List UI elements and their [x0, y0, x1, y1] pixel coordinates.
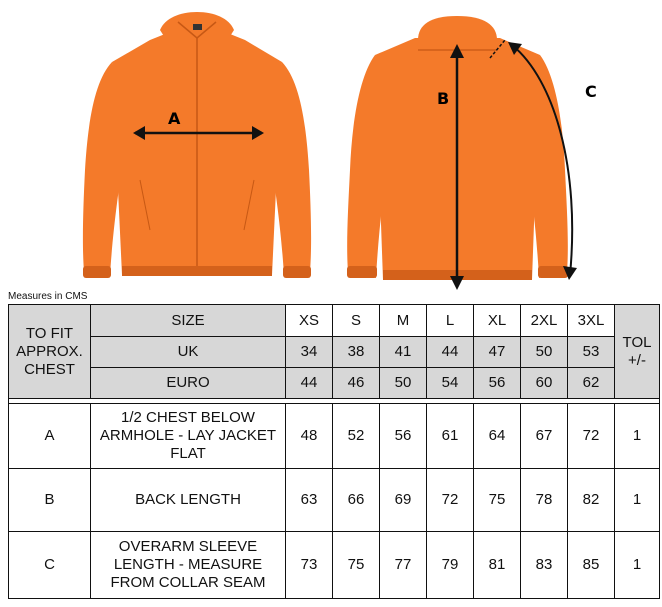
euro-cell: 56 — [474, 368, 521, 399]
measure-row-c — [9, 532, 660, 599]
measure-cell: 52 — [333, 404, 380, 469]
euro-cell: 62 — [568, 368, 615, 399]
size-cell: 3XL — [568, 305, 615, 337]
uk-cell: 53 — [568, 337, 615, 368]
measure-cell: 81 — [474, 532, 521, 599]
uk-cell: 44 — [427, 337, 474, 368]
euro-cell: 54 — [427, 368, 474, 399]
measure-code: A — [9, 404, 91, 469]
euro-cell: 60 — [521, 368, 568, 399]
uk-cell: 41 — [380, 337, 427, 368]
measure-row-b — [9, 469, 660, 532]
measure-cell: 78 — [521, 469, 568, 532]
tolerance-cell: 1 — [615, 469, 660, 532]
tol-label: TOL +/- — [615, 305, 660, 399]
measure-cell: 63 — [286, 469, 333, 532]
euro-label: EURO — [91, 368, 286, 399]
measure-cell: 72 — [427, 469, 474, 532]
size-cell: XS — [286, 305, 333, 337]
measure-cell: 64 — [474, 404, 521, 469]
uk-cell: 38 — [333, 337, 380, 368]
jacket-illustration — [0, 0, 662, 292]
measures-unit-label: Measures in CMS — [8, 291, 88, 302]
size-cell: S — [333, 305, 380, 337]
size-chart-table — [8, 304, 660, 599]
measure-row-a — [9, 404, 660, 469]
size-cell: M — [380, 305, 427, 337]
front-jacket — [83, 12, 311, 278]
measure-cell: 48 — [286, 404, 333, 469]
euro-cell: 50 — [380, 368, 427, 399]
back-jacket — [347, 16, 577, 290]
measure-cell: 75 — [333, 532, 380, 599]
measure-cell: 73 — [286, 532, 333, 599]
tolerance-cell: 1 — [615, 404, 660, 469]
measure-code: B — [9, 469, 91, 532]
measure-description: 1/2 CHEST BELOW ARMHOLE - LAY JACKET FLAT — [91, 404, 286, 469]
measure-cell: 67 — [521, 404, 568, 469]
measure-cell: 75 — [474, 469, 521, 532]
uk-cell: 34 — [286, 337, 333, 368]
euro-row — [9, 368, 660, 399]
measure-code: C — [9, 532, 91, 599]
euro-cell: 46 — [333, 368, 380, 399]
measure-cell: 82 — [568, 469, 615, 532]
measure-description: BACK LENGTH — [91, 469, 286, 532]
size-cell: XL — [474, 305, 521, 337]
euro-cell: 44 — [286, 368, 333, 399]
fit-approx-chest-label: TO FIT APPROX. CHEST — [9, 305, 91, 399]
size-label: SIZE — [91, 305, 286, 337]
measure-cell: 66 — [333, 469, 380, 532]
size-row — [9, 305, 660, 337]
label-c: C — [585, 82, 597, 101]
label-b: B — [437, 89, 450, 108]
label-a: A — [168, 109, 181, 128]
uk-cell: 47 — [474, 337, 521, 368]
measure-cell: 77 — [380, 532, 427, 599]
uk-row — [9, 337, 660, 368]
size-cell: L — [427, 305, 474, 337]
tolerance-cell: 1 — [615, 532, 660, 599]
measure-description: OVERARM SLEEVE LENGTH - MEASURE FROM COLLAR SEAM — [91, 532, 286, 599]
size-cell: 2XL — [521, 305, 568, 337]
uk-label: UK — [91, 337, 286, 368]
uk-cell: 50 — [521, 337, 568, 368]
measure-cell: 79 — [427, 532, 474, 599]
measure-cell: 56 — [380, 404, 427, 469]
measure-cell: 69 — [380, 469, 427, 532]
measure-cell: 85 — [568, 532, 615, 599]
measure-cell: 61 — [427, 404, 474, 469]
measure-cell: 72 — [568, 404, 615, 469]
measure-cell: 83 — [521, 532, 568, 599]
